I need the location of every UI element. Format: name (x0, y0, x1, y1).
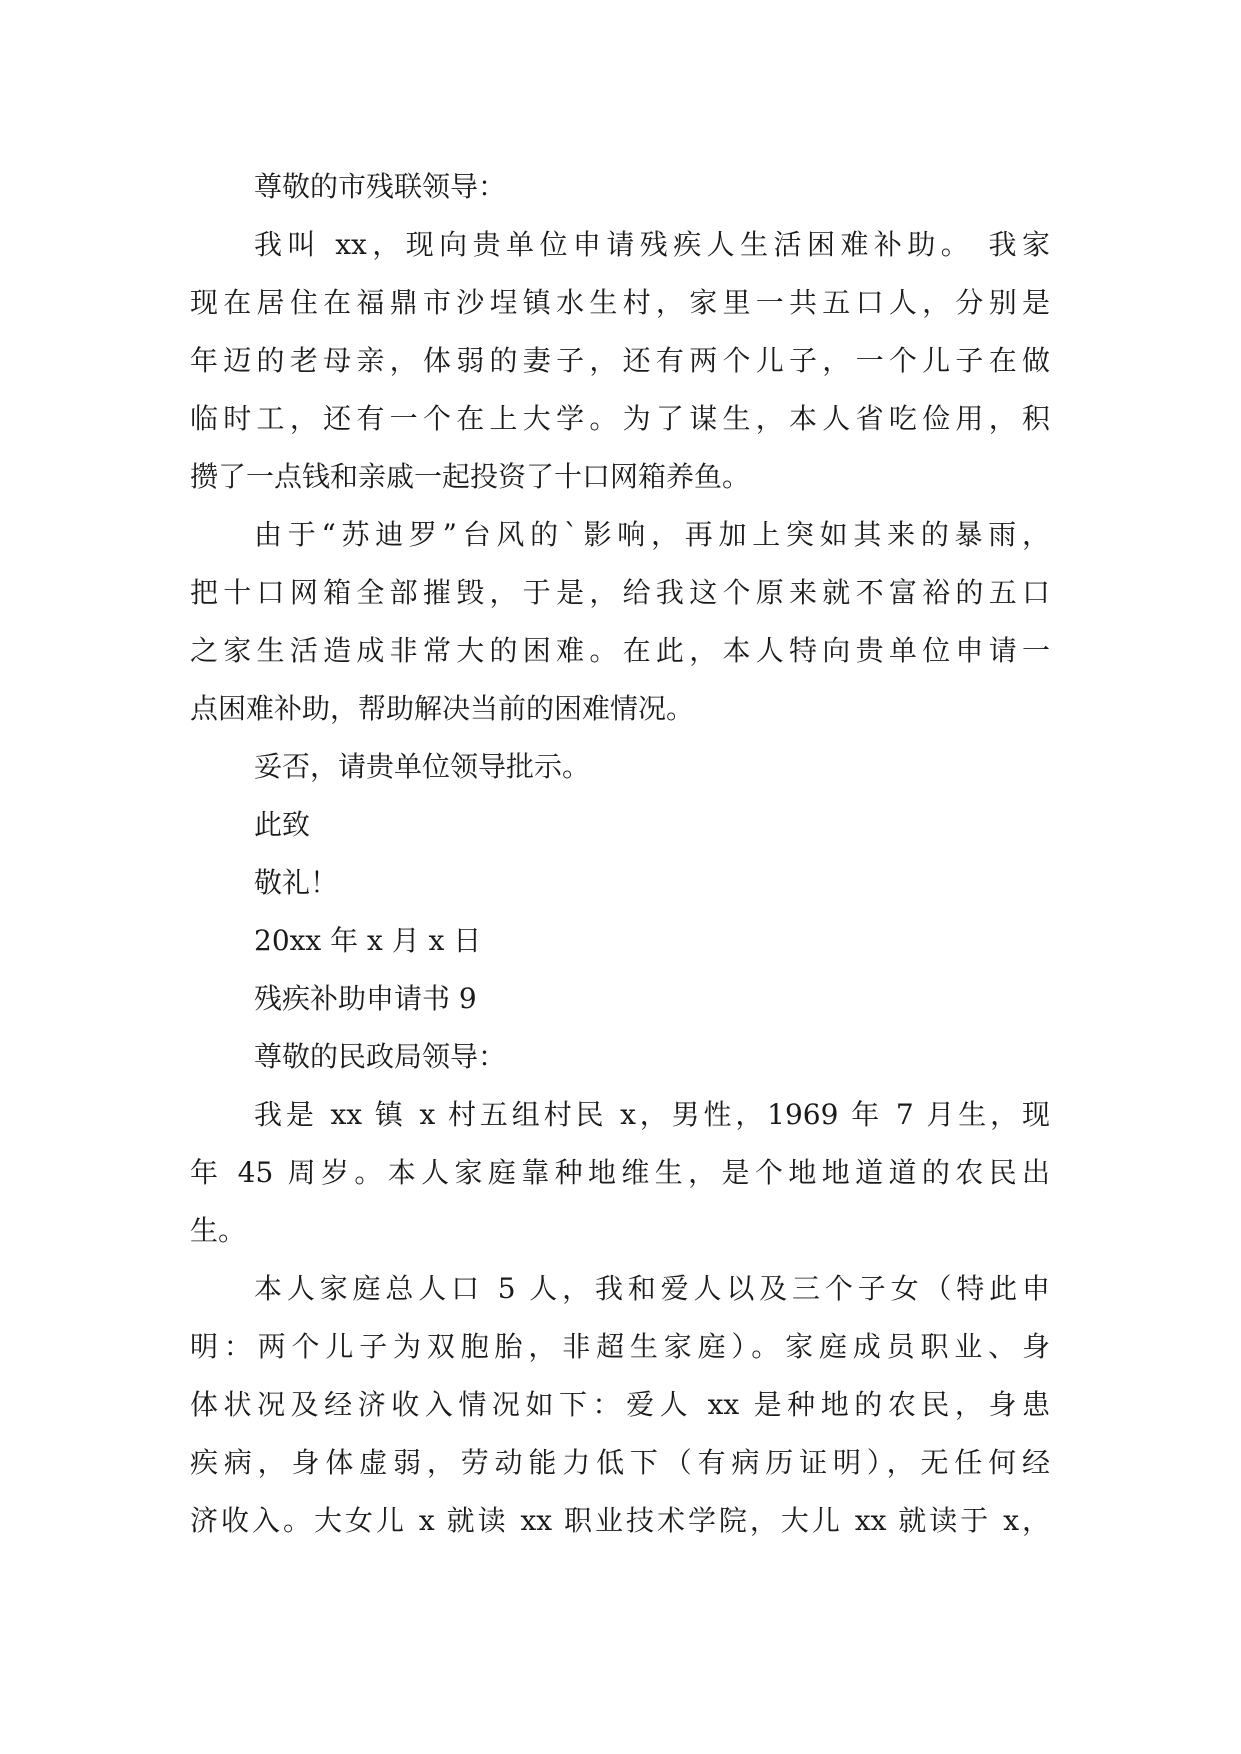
paragraph-line: 把十口网箱全部摧毁，于是，给我这个原来就不富裕的五口 (190, 576, 1050, 609)
closing-line: 敬礼！ (254, 866, 339, 899)
paragraph-line: 生。 (190, 1214, 247, 1247)
paragraph-line: 点困难补助，帮助解决当前的困难情况。 (190, 692, 695, 725)
salutation-line: 尊敬的民政局领导： (254, 1040, 507, 1073)
document-body (190, 158, 1050, 1550)
paragraph-line: 年 45 周岁。本人家庭靠种地维生，是个地地道道的农民出 (190, 1156, 1050, 1189)
paragraph-line: 疾病，身体虚弱，劳动能力低下（有病历证明），无任何经 (190, 1446, 1050, 1479)
paragraph-line: 攒了一点钱和亲戚一起投资了十口网箱养鱼。 (190, 460, 751, 493)
section-title: 残疾补助申请书 9 (254, 982, 477, 1015)
paragraph-line: 体状况及经济收入情况如下：爱人 xx 是种地的农民，身患 (190, 1388, 1050, 1421)
paragraph-line: 明：两个儿子为双胞胎，非超生家庭）。家庭成员职业、身 (190, 1330, 1050, 1363)
closing-line: 此致 (254, 808, 311, 841)
closing-request-line: 妥否，请贵单位领导批示。 (254, 750, 591, 783)
date-line: 20xx 年 x 月 x 日 (254, 924, 482, 957)
paragraph-line: 我叫 xx，现向贵单位申请残疾人生活困难补助。 我家 (254, 228, 1050, 261)
salutation-line: 尊敬的市残联领导： (254, 170, 507, 203)
paragraph-line: 我是 xx 镇 x 村五组村民 x，男性，1969 年 7 月生，现 (254, 1098, 1050, 1131)
paragraph-line: 临时工，还有一个在上大学。为了谋生，本人省吃俭用，积 (190, 402, 1050, 435)
paragraph-line: 现在居住在福鼎市沙埕镇水生村，家里一共五口人，分别是 (190, 286, 1050, 319)
paragraph-line: 之家生活造成非常大的困难。在此，本人特向贵单位申请一 (190, 634, 1050, 667)
paragraph-line: 由于“苏迪罗”台风的`影响，再加上突如其来的暴雨， (254, 518, 1050, 551)
paragraph-line: 本人家庭总人口 5 人，我和爱人以及三个子女（特此申 (254, 1272, 1050, 1305)
paragraph-line: 济收入。大女儿 x 就读 xx 职业技术学院，大儿 xx 就读于 x， (190, 1504, 1050, 1537)
paragraph-line: 年迈的老母亲，体弱的妻子，还有两个儿子，一个儿子在做 (190, 344, 1050, 377)
